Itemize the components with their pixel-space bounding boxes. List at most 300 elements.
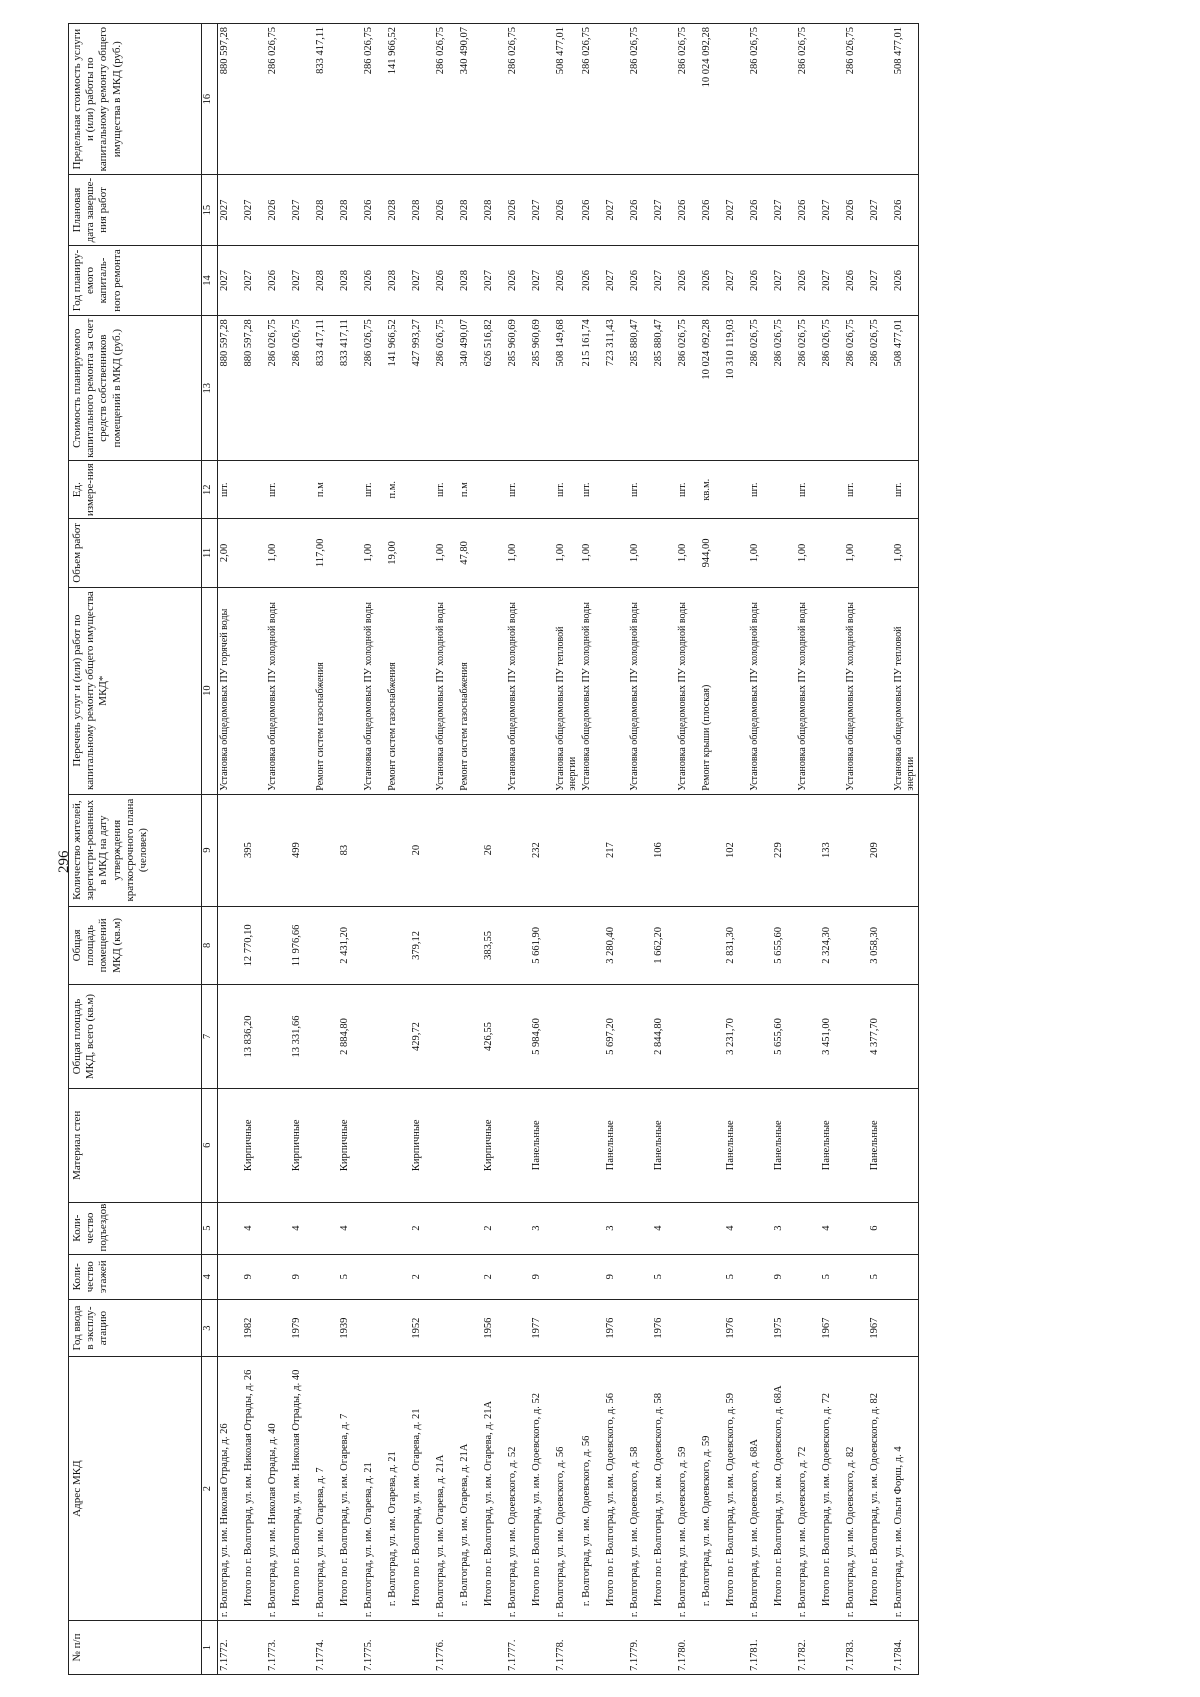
cell-wall — [434, 1088, 458, 1202]
cell-limit — [868, 24, 892, 175]
column-header: Адрес МКД — [69, 1357, 202, 1621]
cell-limit: 286 026,75 — [796, 24, 820, 175]
cell-addr: г. Волгоград, ул. им. Одоевского, д. 52 — [506, 1357, 530, 1621]
cell-floors: 2 — [482, 1254, 506, 1300]
cell-entr — [554, 1202, 580, 1254]
cell-plan-year: 2026 — [796, 245, 820, 315]
column-number: 5 — [202, 1202, 218, 1254]
cell-num — [458, 1621, 482, 1675]
cell-unit: шт. — [266, 461, 290, 519]
cell-work — [530, 587, 554, 794]
cell-year — [676, 1300, 700, 1357]
cell-end-date: 2026 — [266, 175, 290, 245]
cell-volume — [338, 519, 362, 587]
cell-cost: 285 960,69 — [506, 316, 530, 461]
cell-floors — [676, 1254, 700, 1300]
cell-cost: 508 477,01 — [892, 316, 919, 461]
cell-year: 1976 — [652, 1300, 676, 1357]
cell-entr: 2 — [410, 1202, 434, 1254]
table-row — [628, 24, 652, 1675]
cell-year: 1977 — [530, 1300, 554, 1357]
cell-floors — [844, 1254, 868, 1300]
cell-limit: 286 026,75 — [362, 24, 386, 175]
cell-num — [482, 1621, 506, 1675]
cell-floors — [554, 1254, 580, 1300]
cell-residents: 209 — [868, 794, 892, 906]
cell-limit: 508 477,01 — [892, 24, 919, 175]
cell-wall — [796, 1088, 820, 1202]
cell-wall: Кирпичные — [290, 1088, 314, 1202]
cell-end-date: 2028 — [410, 175, 434, 245]
cell-floors — [218, 1254, 243, 1300]
table-row — [506, 24, 530, 1675]
cell-volume: 1,00 — [796, 519, 820, 587]
cell-wall: Панельные — [530, 1088, 554, 1202]
cell-limit: 508 477,01 — [554, 24, 580, 175]
cell-year — [628, 1300, 652, 1357]
cell-area-prem — [580, 906, 604, 985]
cell-entr: 3 — [772, 1202, 796, 1254]
cell-residents — [676, 794, 700, 906]
cell-cost: 723 311,43 — [604, 316, 628, 461]
cell-addr: г. Волгоград, ул. им. Николая Отрады, д. 26 — [218, 1357, 243, 1621]
column-number: 7 — [202, 985, 218, 1089]
cell-limit: 286 026,75 — [580, 24, 604, 175]
cell-cost: 285 960,69 — [530, 316, 554, 461]
cell-unit: шт. — [434, 461, 458, 519]
cell-wall — [458, 1088, 482, 1202]
cell-year: 1982 — [242, 1300, 266, 1357]
cell-volume: 1,00 — [580, 519, 604, 587]
cell-area-total: 4 377,70 — [868, 985, 892, 1089]
cell-area-prem: 11 976,66 — [290, 906, 314, 985]
cell-wall — [266, 1088, 290, 1202]
cell-area-prem — [844, 906, 868, 985]
column-header: Общая площадь МКД, всего (кв.м) — [69, 985, 202, 1089]
cell-year — [386, 1300, 410, 1357]
column-header: Перечень услуг и (или) работ по капитальному ремонту общего имущества МКД* — [69, 587, 202, 794]
cell-plan-year: 2026 — [844, 245, 868, 315]
cell-year: 1976 — [604, 1300, 628, 1357]
cell-area-total — [844, 985, 868, 1089]
table-row — [820, 24, 844, 1675]
cell-work: Установка общедомовых ПУ тепловой энергии — [554, 587, 580, 794]
cell-work: Установка общедомовых ПУ холодной воды — [434, 587, 458, 794]
table-row — [482, 24, 506, 1675]
cell-unit: шт. — [748, 461, 772, 519]
cell-area-prem: 5 661,90 — [530, 906, 554, 985]
cell-cost: 880 597,28 — [218, 316, 243, 461]
cell-limit: 340 490,07 — [458, 24, 482, 175]
cell-unit — [338, 461, 362, 519]
cell-floors — [266, 1254, 290, 1300]
cell-area-total — [218, 985, 243, 1089]
cell-num — [290, 1621, 314, 1675]
cell-wall — [676, 1088, 700, 1202]
cell-floors — [892, 1254, 919, 1300]
cell-work — [338, 587, 362, 794]
cell-cost: 340 490,07 — [458, 316, 482, 461]
cell-area-total — [700, 985, 724, 1089]
column-number: 1 — [202, 1621, 218, 1675]
column-header: Год планиру-емого капиталь-ного ремонта — [69, 245, 202, 315]
cell-residents: 83 — [338, 794, 362, 906]
table-row — [868, 24, 892, 1675]
table-row — [748, 24, 772, 1675]
cell-entr — [362, 1202, 386, 1254]
column-header: Плановая дата заверше-ния работ — [69, 175, 202, 245]
cell-addr: г. Волгоград, ул. им. Одоевского, д. 59 — [676, 1357, 700, 1621]
cell-area-total: 3 231,70 — [724, 985, 748, 1089]
cell-entr: 6 — [868, 1202, 892, 1254]
cell-plan-year: 2028 — [458, 245, 482, 315]
cell-residents: 499 — [290, 794, 314, 906]
table-row — [772, 24, 796, 1675]
cell-area-total: 13 331,66 — [290, 985, 314, 1089]
cell-unit: шт. — [218, 461, 243, 519]
cell-residents — [386, 794, 410, 906]
cell-num — [242, 1621, 266, 1675]
cell-floors: 9 — [772, 1254, 796, 1300]
cell-area-prem: 3 058,30 — [868, 906, 892, 985]
cell-addr: Итого по г. Волгоград, ул. им. Николая Отрады, д. 40 — [290, 1357, 314, 1621]
cell-work: Установка общедомовых ПУ холодной воды — [844, 587, 868, 794]
column-header: Количество жителей, зарегистри-рованных в МКД на дату утверждения краткосрочного плана (человек) — [69, 794, 202, 906]
cell-plan-year: 2028 — [314, 245, 338, 315]
cell-end-date: 2028 — [338, 175, 362, 245]
cell-area-prem — [458, 906, 482, 985]
cell-plan-year: 2027 — [724, 245, 748, 315]
column-number: 10 — [202, 587, 218, 794]
cell-unit — [724, 461, 748, 519]
cell-num — [580, 1621, 604, 1675]
table-row — [410, 24, 434, 1675]
cell-year: 1952 — [410, 1300, 434, 1357]
cell-wall: Панельные — [772, 1088, 796, 1202]
cell-residents — [362, 794, 386, 906]
cell-area-total — [676, 985, 700, 1089]
cell-num — [700, 1621, 724, 1675]
cell-wall — [362, 1088, 386, 1202]
cell-area-total — [314, 985, 338, 1089]
repair-plan-table — [68, 23, 919, 1675]
cell-volume: 1,00 — [748, 519, 772, 587]
cell-end-date: 2026 — [844, 175, 868, 245]
column-header: Коли-чество подъездов — [69, 1202, 202, 1254]
cell-limit — [724, 24, 748, 175]
cell-limit — [820, 24, 844, 175]
cell-work: Установка общедомовых ПУ холодной воды — [362, 587, 386, 794]
cell-area-total: 2 884,80 — [338, 985, 362, 1089]
cell-floors — [506, 1254, 530, 1300]
cell-plan-year: 2027 — [290, 245, 314, 315]
cell-limit: 10 024 092,28 — [700, 24, 724, 175]
cell-area-total: 5 984,60 — [530, 985, 554, 1089]
column-header: Коли-чество этажей — [69, 1254, 202, 1300]
column-number: 3 — [202, 1300, 218, 1357]
cell-work — [772, 587, 796, 794]
cell-work: Установка общедомовых ПУ тепловой энергии — [892, 587, 919, 794]
cell-year: 1967 — [820, 1300, 844, 1357]
cell-residents — [218, 794, 243, 906]
cell-num: 7.1784. — [892, 1621, 919, 1675]
column-header: Предельная стоимость услуги и (или) работы по капитальному ремонту общего имущества в МКД (руб.) — [69, 24, 202, 175]
cell-area-prem: 1 662,20 — [652, 906, 676, 985]
cell-plan-year: 2026 — [748, 245, 772, 315]
cell-num — [724, 1621, 748, 1675]
cell-end-date: 2028 — [458, 175, 482, 245]
cell-volume — [530, 519, 554, 587]
cell-num: 7.1775. — [362, 1621, 386, 1675]
cell-entr — [628, 1202, 652, 1254]
column-number: 8 — [202, 906, 218, 985]
cell-addr: г. Волгоград, ул. им. Одоевского, д. 68А — [748, 1357, 772, 1621]
cell-residents: 106 — [652, 794, 676, 906]
cell-area-prem — [362, 906, 386, 985]
cell-entr: 4 — [820, 1202, 844, 1254]
cell-unit: шт. — [796, 461, 820, 519]
cell-plan-year: 2026 — [506, 245, 530, 315]
cell-volume: 2,00 — [218, 519, 243, 587]
cell-residents — [748, 794, 772, 906]
cell-year: 1967 — [868, 1300, 892, 1357]
cell-volume: 1,00 — [554, 519, 580, 587]
column-number: 11 — [202, 519, 218, 587]
cell-end-date: 2026 — [796, 175, 820, 245]
cell-addr: г. Волгоград, ул. им. Огарева, д. 7 — [314, 1357, 338, 1621]
cell-area-prem — [628, 906, 652, 985]
cell-entr — [700, 1202, 724, 1254]
column-header: Ед. измере-ния — [69, 461, 202, 519]
cell-area-prem: 379,12 — [410, 906, 434, 985]
cell-limit: 141 966,52 — [386, 24, 410, 175]
cell-cost: 880 597,28 — [242, 316, 266, 461]
cell-area-total — [362, 985, 386, 1089]
cell-entr — [844, 1202, 868, 1254]
cell-residents: 133 — [820, 794, 844, 906]
cell-area-prem — [676, 906, 700, 985]
cell-residents — [266, 794, 290, 906]
cell-area-total: 5 655,60 — [772, 985, 796, 1089]
cell-wall: Панельные — [652, 1088, 676, 1202]
table-row — [892, 24, 919, 1675]
cell-end-date: 2027 — [724, 175, 748, 245]
cell-volume: 1,00 — [628, 519, 652, 587]
cell-addr: г. Волгоград, ул. им. Одоевского, д. 72 — [796, 1357, 820, 1621]
cell-limit — [530, 24, 554, 175]
cell-entr — [748, 1202, 772, 1254]
cell-volume: 47,80 — [458, 519, 482, 587]
column-number-row — [202, 24, 218, 1675]
cell-num — [338, 1621, 362, 1675]
cell-area-prem — [506, 906, 530, 985]
cell-unit — [820, 461, 844, 519]
cell-work: Установка общедомовых ПУ холодной воды — [580, 587, 604, 794]
cell-end-date: 2026 — [700, 175, 724, 245]
cell-floors — [458, 1254, 482, 1300]
table-row — [580, 24, 604, 1675]
cell-volume: 944,00 — [700, 519, 724, 587]
cell-entr — [314, 1202, 338, 1254]
cell-floors: 5 — [338, 1254, 362, 1300]
cell-plan-year: 2026 — [434, 245, 458, 315]
cell-entr — [218, 1202, 243, 1254]
cell-work — [724, 587, 748, 794]
header-row — [69, 24, 202, 1675]
cell-area-prem — [796, 906, 820, 985]
column-number: 12 — [202, 461, 218, 519]
cell-limit: 833 417,11 — [314, 24, 338, 175]
cell-year — [434, 1300, 458, 1357]
column-number: 2 — [202, 1357, 218, 1621]
cell-entr: 3 — [604, 1202, 628, 1254]
cell-area-prem: 12 770,10 — [242, 906, 266, 985]
cell-limit: 286 026,75 — [628, 24, 652, 175]
cell-wall — [844, 1088, 868, 1202]
cell-area-prem: 383,55 — [482, 906, 506, 985]
column-number: 9 — [202, 794, 218, 906]
cell-unit: п.м — [458, 461, 482, 519]
cell-floors — [386, 1254, 410, 1300]
cell-unit: шт. — [554, 461, 580, 519]
cell-plan-year: 2027 — [482, 245, 506, 315]
cell-num: 7.1774. — [314, 1621, 338, 1675]
cell-area-prem — [266, 906, 290, 985]
cell-floors: 5 — [724, 1254, 748, 1300]
table-row — [218, 24, 243, 1675]
cell-num — [386, 1621, 410, 1675]
cell-cost: 286 026,75 — [868, 316, 892, 461]
cell-work — [290, 587, 314, 794]
table-row — [266, 24, 290, 1675]
cell-limit: 286 026,75 — [266, 24, 290, 175]
table-row — [554, 24, 580, 1675]
cell-floors: 9 — [290, 1254, 314, 1300]
cell-work — [242, 587, 266, 794]
cell-num: 7.1779. — [628, 1621, 652, 1675]
cell-unit — [772, 461, 796, 519]
column-header: Год ввода в эксплу-атацию — [69, 1300, 202, 1357]
cell-addr: Итого по г. Волгоград, ул. им. Одоевского, д. 59 — [724, 1357, 748, 1621]
cell-unit — [530, 461, 554, 519]
cell-volume — [772, 519, 796, 587]
cell-work: Ремонт систем газоснабжения — [314, 587, 338, 794]
cell-unit: шт. — [506, 461, 530, 519]
cell-cost: 427 993,27 — [410, 316, 434, 461]
cell-residents — [434, 794, 458, 906]
cell-unit: шт. — [580, 461, 604, 519]
cell-wall — [580, 1088, 604, 1202]
cell-num: 7.1783. — [844, 1621, 868, 1675]
cell-cost: 286 026,75 — [266, 316, 290, 461]
cell-work — [652, 587, 676, 794]
cell-cost: 286 026,75 — [434, 316, 458, 461]
cell-area-total: 3 451,00 — [820, 985, 844, 1089]
cell-residents — [700, 794, 724, 906]
table-row — [386, 24, 410, 1675]
table-row — [676, 24, 700, 1675]
cell-wall — [748, 1088, 772, 1202]
cell-entr — [386, 1202, 410, 1254]
cell-residents: 102 — [724, 794, 748, 906]
cell-residents — [506, 794, 530, 906]
cell-limit: 286 026,75 — [844, 24, 868, 175]
cell-addr: г. Волгоград, ул. им. Одоевского, д. 58 — [628, 1357, 652, 1621]
cell-wall: Кирпичные — [482, 1088, 506, 1202]
cell-end-date: 2026 — [628, 175, 652, 245]
cell-plan-year: 2026 — [266, 245, 290, 315]
cell-residents: 217 — [604, 794, 628, 906]
cell-floors: 9 — [242, 1254, 266, 1300]
cell-num: 7.1778. — [554, 1621, 580, 1675]
column-number: 4 — [202, 1254, 218, 1300]
cell-plan-year: 2028 — [386, 245, 410, 315]
cell-end-date: 2027 — [868, 175, 892, 245]
cell-volume: 1,00 — [676, 519, 700, 587]
cell-floors — [580, 1254, 604, 1300]
cell-wall: Кирпичные — [338, 1088, 362, 1202]
cell-cost: 285 880,47 — [652, 316, 676, 461]
cell-area-total: 13 836,20 — [242, 985, 266, 1089]
cell-unit — [410, 461, 434, 519]
cell-entr: 4 — [652, 1202, 676, 1254]
cell-wall — [700, 1088, 724, 1202]
cell-area-prem — [892, 906, 919, 985]
cell-unit: п.м — [314, 461, 338, 519]
column-header: № п/п — [69, 1621, 202, 1675]
cell-floors — [314, 1254, 338, 1300]
cell-volume — [652, 519, 676, 587]
cell-cost: 141 966,52 — [386, 316, 410, 461]
cell-end-date: 2026 — [892, 175, 919, 245]
cell-area-total — [554, 985, 580, 1089]
cell-work: Установка общедомовых ПУ холодной воды — [748, 587, 772, 794]
table-row — [530, 24, 554, 1675]
cell-volume: 1,00 — [506, 519, 530, 587]
table-row — [652, 24, 676, 1675]
column-header: Материал стен — [69, 1088, 202, 1202]
cell-end-date: 2027 — [218, 175, 243, 245]
cell-unit — [868, 461, 892, 519]
cell-cost: 10 310 119,03 — [724, 316, 748, 461]
cell-cost: 286 026,75 — [290, 316, 314, 461]
cell-end-date: 2026 — [676, 175, 700, 245]
cell-cost: 286 026,75 — [772, 316, 796, 461]
column-number: 6 — [202, 1088, 218, 1202]
cell-limit — [242, 24, 266, 175]
cell-cost: 286 026,75 — [362, 316, 386, 461]
cell-entr: 4 — [724, 1202, 748, 1254]
cell-volume — [290, 519, 314, 587]
cell-year — [506, 1300, 530, 1357]
cell-addr: г. Волгоград, ул. им. Ольги Форш, д. 4 — [892, 1357, 919, 1621]
cell-num: 7.1777. — [506, 1621, 530, 1675]
cell-plan-year: 2026 — [676, 245, 700, 315]
cell-floors — [362, 1254, 386, 1300]
cell-volume — [482, 519, 506, 587]
cell-residents — [892, 794, 919, 906]
cell-addr: Итого по г. Волгоград, ул. им. Огарева, д. 21 — [410, 1357, 434, 1621]
cell-area-total: 5 697,20 — [604, 985, 628, 1089]
cell-work: Установка общедомовых ПУ холодной воды — [628, 587, 652, 794]
cell-area-prem — [314, 906, 338, 985]
cell-residents — [458, 794, 482, 906]
column-number: 13 — [202, 316, 218, 461]
cell-floors — [796, 1254, 820, 1300]
cell-addr: Итого по г. Волгоград, ул. им. Одоевского, д. 82 — [868, 1357, 892, 1621]
cell-limit: 286 026,75 — [434, 24, 458, 175]
cell-plan-year: 2026 — [554, 245, 580, 315]
